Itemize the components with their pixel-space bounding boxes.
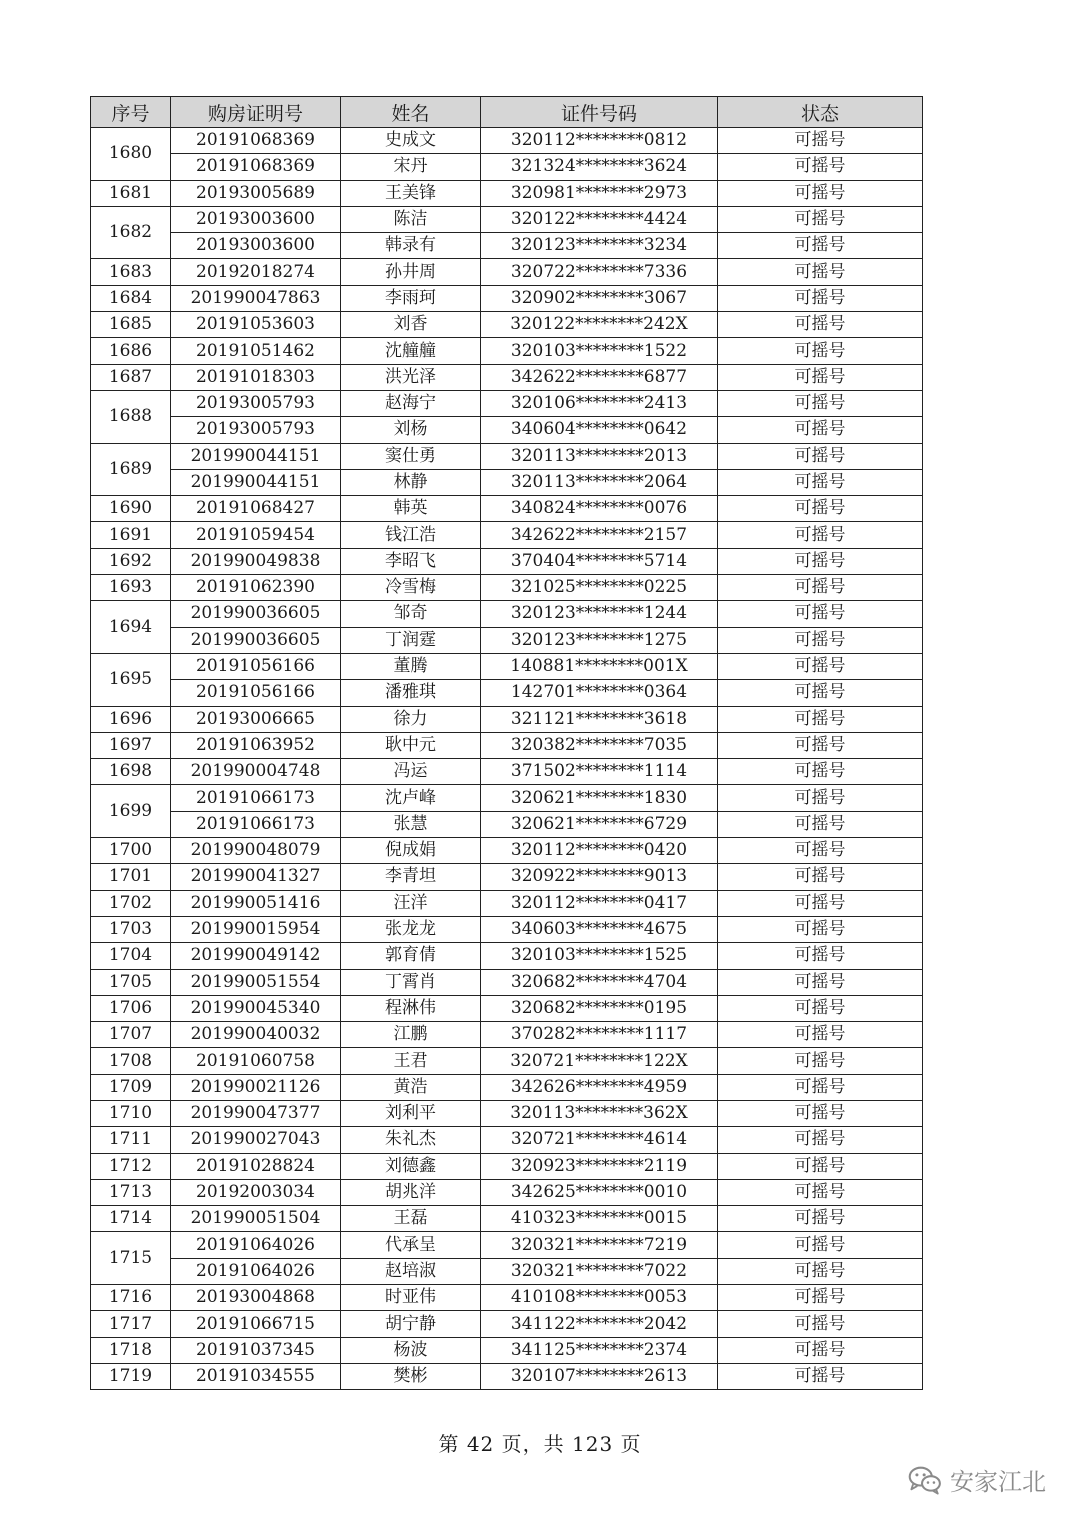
cell-seq: 1691 (91, 522, 171, 548)
cell-id-number: 320722********7336 (481, 259, 718, 285)
cell-id-number: 370282********1117 (481, 1022, 718, 1048)
cell-status: 可摇号 (718, 469, 923, 495)
cell-status: 可摇号 (718, 1074, 923, 1100)
cell-status: 可摇号 (718, 390, 923, 416)
table-row (91, 1100, 923, 1126)
cell-id-number: 140881********001X (481, 653, 718, 679)
cell-id-number: 321121********3618 (481, 706, 718, 732)
cell-status: 可摇号 (718, 1258, 923, 1284)
cell-name: 张慧 (341, 811, 481, 837)
cell-id-number: 320113********362X (481, 1100, 718, 1126)
cell-id-number: 320122********4424 (481, 206, 718, 232)
cell-certificate-number: 20193005793 (171, 417, 341, 443)
cell-name: 宋丹 (341, 154, 481, 180)
table-row (91, 1048, 923, 1074)
cell-id-number: 410323********0015 (481, 1206, 718, 1232)
cell-certificate-number: 201990004748 (171, 759, 341, 785)
cell-id-number: 340824********0076 (481, 496, 718, 522)
cell-seq: 1714 (91, 1206, 171, 1232)
cell-seq: 1689 (91, 443, 171, 496)
cell-seq: 1710 (91, 1100, 171, 1126)
table-row (91, 469, 923, 495)
cell-name: 董腾 (341, 653, 481, 679)
cell-id-number: 320103********1525 (481, 943, 718, 969)
cell-certificate-number: 20191066173 (171, 811, 341, 837)
cell-certificate-number: 201990049142 (171, 943, 341, 969)
table-row (91, 1232, 923, 1258)
cell-status: 可摇号 (718, 732, 923, 758)
cell-status: 可摇号 (718, 759, 923, 785)
cell-id-number: 320113********2013 (481, 443, 718, 469)
cell-seq: 1687 (91, 364, 171, 390)
cell-id-number: 320103********1522 (481, 338, 718, 364)
cell-id-number: 320721********4614 (481, 1127, 718, 1153)
table-row (91, 417, 923, 443)
table-row (91, 601, 923, 627)
cell-name: 代承呈 (341, 1232, 481, 1258)
table-row (91, 1022, 923, 1048)
cell-id-number: 341122********2042 (481, 1311, 718, 1337)
cell-certificate-number: 20193004868 (171, 1285, 341, 1311)
cell-certificate-number: 20193003600 (171, 206, 341, 232)
header-certificate-number: 购房证明号 (171, 97, 341, 128)
cell-seq: 1684 (91, 285, 171, 311)
cell-certificate-number: 20191051462 (171, 338, 341, 364)
cell-id-number: 341125********2374 (481, 1337, 718, 1363)
table-row (91, 206, 923, 232)
cell-certificate-number: 20191018303 (171, 364, 341, 390)
cell-id-number: 320682********0195 (481, 995, 718, 1021)
table-row (91, 732, 923, 758)
cell-status: 可摇号 (718, 417, 923, 443)
table-row (91, 680, 923, 706)
cell-status: 可摇号 (718, 653, 923, 679)
table-row (91, 285, 923, 311)
cell-seq: 1702 (91, 890, 171, 916)
cell-name: 冷雪梅 (341, 575, 481, 601)
cell-certificate-number: 201990036605 (171, 627, 341, 653)
cell-certificate-number: 20193006665 (171, 706, 341, 732)
cell-id-number: 320923********2119 (481, 1153, 718, 1179)
cell-status: 可摇号 (718, 1127, 923, 1153)
cell-name: 陈洁 (341, 206, 481, 232)
cell-certificate-number: 20193003600 (171, 233, 341, 259)
table-row (91, 785, 923, 811)
cell-status: 可摇号 (718, 995, 923, 1021)
cell-certificate-number: 201990044151 (171, 469, 341, 495)
cell-status: 可摇号 (718, 206, 923, 232)
cell-certificate-number: 20191068369 (171, 154, 341, 180)
cell-status: 可摇号 (718, 128, 923, 154)
cell-seq: 1682 (91, 206, 171, 259)
cell-seq: 1696 (91, 706, 171, 732)
cell-seq: 1718 (91, 1337, 171, 1363)
table-row (91, 575, 923, 601)
cell-id-number: 320902********3067 (481, 285, 718, 311)
table-body (91, 128, 923, 1390)
cell-id-number: 320112********0812 (481, 128, 718, 154)
cell-status: 可摇号 (718, 1179, 923, 1205)
cell-name: 郭育倩 (341, 943, 481, 969)
cell-id-number: 320113********2064 (481, 469, 718, 495)
cell-seq: 1719 (91, 1363, 171, 1389)
cell-name: 徐力 (341, 706, 481, 732)
cell-status: 可摇号 (718, 969, 923, 995)
cell-status: 可摇号 (718, 785, 923, 811)
cell-status: 可摇号 (718, 496, 923, 522)
cell-certificate-number: 20192003034 (171, 1179, 341, 1205)
cell-seq: 1717 (91, 1311, 171, 1337)
cell-name: 王美锋 (341, 180, 481, 206)
cell-id-number: 320123********1244 (481, 601, 718, 627)
cell-certificate-number: 20191059454 (171, 522, 341, 548)
cell-status: 可摇号 (718, 706, 923, 732)
cell-name: 窦仕勇 (341, 443, 481, 469)
cell-name: 邹奇 (341, 601, 481, 627)
cell-seq: 1708 (91, 1048, 171, 1074)
table-row (91, 627, 923, 653)
table-row (91, 1179, 923, 1205)
table-row (91, 1074, 923, 1100)
cell-name: 史成文 (341, 128, 481, 154)
table-row (91, 154, 923, 180)
table-row (91, 1285, 923, 1311)
cell-seq: 1683 (91, 259, 171, 285)
cell-name: 张龙龙 (341, 916, 481, 942)
table-row (91, 128, 923, 154)
cell-name: 韩录有 (341, 233, 481, 259)
cell-id-number: 320112********0420 (481, 838, 718, 864)
cell-name: 李青坦 (341, 864, 481, 890)
cell-status: 可摇号 (718, 522, 923, 548)
table-row (91, 653, 923, 679)
table-row (91, 1153, 923, 1179)
cell-name: 冯运 (341, 759, 481, 785)
cell-seq: 1709 (91, 1074, 171, 1100)
cell-status: 可摇号 (718, 1285, 923, 1311)
cell-seq: 1705 (91, 969, 171, 995)
cell-id-number: 340604********0642 (481, 417, 718, 443)
table-row (91, 943, 923, 969)
cell-name: 朱礼杰 (341, 1127, 481, 1153)
cell-seq: 1699 (91, 785, 171, 838)
cell-name: 孙井周 (341, 259, 481, 285)
cell-status: 可摇号 (718, 1232, 923, 1258)
table-row (91, 390, 923, 416)
cell-id-number: 342625********0010 (481, 1179, 718, 1205)
watermark-text: 安家江北 (950, 1468, 1046, 1496)
cell-id-number: 342626********4959 (481, 1074, 718, 1100)
cell-name: 刘香 (341, 312, 481, 338)
cell-name: 李雨珂 (341, 285, 481, 311)
table-row (91, 916, 923, 942)
table-row (91, 1337, 923, 1363)
cell-seq: 1716 (91, 1285, 171, 1311)
cell-status: 可摇号 (718, 1022, 923, 1048)
cell-certificate-number: 20191028824 (171, 1153, 341, 1179)
cell-id-number: 142701********0364 (481, 680, 718, 706)
cell-seq: 1703 (91, 916, 171, 942)
cell-status: 可摇号 (718, 1206, 923, 1232)
cell-name: 沈艟艟 (341, 338, 481, 364)
cell-status: 可摇号 (718, 601, 923, 627)
cell-certificate-number: 201990040032 (171, 1022, 341, 1048)
table-row (91, 995, 923, 1021)
cell-certificate-number: 201990047377 (171, 1100, 341, 1126)
cell-id-number: 320382********7035 (481, 732, 718, 758)
cell-id-number: 320721********122X (481, 1048, 718, 1074)
cell-id-number: 320321********7022 (481, 1258, 718, 1284)
cell-name: 黄浩 (341, 1074, 481, 1100)
cell-seq: 1681 (91, 180, 171, 206)
cell-name: 杨波 (341, 1337, 481, 1363)
page-number: 第 42 页，共 123 页 (438, 1432, 642, 1456)
cell-certificate-number: 20191037345 (171, 1337, 341, 1363)
cell-certificate-number: 201990041327 (171, 864, 341, 890)
cell-name: 樊彬 (341, 1363, 481, 1389)
cell-id-number: 320682********4704 (481, 969, 718, 995)
cell-status: 可摇号 (718, 575, 923, 601)
cell-seq: 1686 (91, 338, 171, 364)
table-row (91, 890, 923, 916)
cell-id-number: 320981********2973 (481, 180, 718, 206)
cell-seq: 1712 (91, 1153, 171, 1179)
cell-name: 刘德鑫 (341, 1153, 481, 1179)
cell-seq: 1693 (91, 575, 171, 601)
cell-id-number: 321025********0225 (481, 575, 718, 601)
table-row (91, 1258, 923, 1284)
watermark (908, 1462, 1046, 1497)
cell-status: 可摇号 (718, 1100, 923, 1126)
cell-seq: 1701 (91, 864, 171, 890)
cell-status: 可摇号 (718, 154, 923, 180)
cell-name: 耿中元 (341, 732, 481, 758)
cell-certificate-number: 201990051554 (171, 969, 341, 995)
table-row (91, 364, 923, 390)
records-table (90, 96, 923, 1390)
cell-status: 可摇号 (718, 338, 923, 364)
cell-certificate-number: 201990049838 (171, 548, 341, 574)
table-row (91, 180, 923, 206)
table-row (91, 1206, 923, 1232)
cell-id-number: 320922********9013 (481, 864, 718, 890)
cell-id-number: 320123********1275 (481, 627, 718, 653)
table-row (91, 838, 923, 864)
table-header-row (91, 97, 923, 128)
cell-certificate-number: 201990021126 (171, 1074, 341, 1100)
cell-id-number: 320107********2613 (481, 1363, 718, 1389)
cell-status: 可摇号 (718, 916, 923, 942)
cell-status: 可摇号 (718, 1337, 923, 1363)
table-row (91, 548, 923, 574)
header-seq: 序号 (91, 97, 171, 128)
cell-certificate-number: 201990036605 (171, 601, 341, 627)
cell-seq: 1695 (91, 653, 171, 706)
cell-id-number: 370404********5714 (481, 548, 718, 574)
table-row (91, 233, 923, 259)
cell-status: 可摇号 (718, 1048, 923, 1074)
cell-status: 可摇号 (718, 548, 923, 574)
cell-certificate-number: 20191064026 (171, 1232, 341, 1258)
cell-id-number: 320321********7219 (481, 1232, 718, 1258)
cell-certificate-number: 20191034555 (171, 1363, 341, 1389)
cell-id-number: 320122********242X (481, 312, 718, 338)
cell-certificate-number: 20191056166 (171, 680, 341, 706)
table-row (91, 312, 923, 338)
cell-id-number: 371502********1114 (481, 759, 718, 785)
cell-certificate-number: 201990045340 (171, 995, 341, 1021)
cell-id-number: 410108********0053 (481, 1285, 718, 1311)
cell-name: 沈卢峰 (341, 785, 481, 811)
cell-seq: 1694 (91, 601, 171, 654)
cell-status: 可摇号 (718, 838, 923, 864)
cell-status: 可摇号 (718, 890, 923, 916)
cell-name: 刘利平 (341, 1100, 481, 1126)
cell-seq: 1698 (91, 759, 171, 785)
cell-name: 赵培淑 (341, 1258, 481, 1284)
cell-name: 江鹏 (341, 1022, 481, 1048)
cell-name: 刘杨 (341, 417, 481, 443)
cell-status: 可摇号 (718, 312, 923, 338)
cell-status: 可摇号 (718, 443, 923, 469)
header-id-number: 证件号码 (481, 97, 718, 128)
cell-status: 可摇号 (718, 627, 923, 653)
table-row (91, 1127, 923, 1153)
table-row (91, 864, 923, 890)
cell-certificate-number: 20191068369 (171, 128, 341, 154)
header-name: 姓名 (341, 97, 481, 128)
cell-seq: 1685 (91, 312, 171, 338)
table-row (91, 1363, 923, 1389)
cell-seq: 1688 (91, 390, 171, 443)
cell-seq: 1700 (91, 838, 171, 864)
cell-seq: 1713 (91, 1179, 171, 1205)
table-row (91, 338, 923, 364)
cell-status: 可摇号 (718, 180, 923, 206)
cell-status: 可摇号 (718, 864, 923, 890)
cell-certificate-number: 201990051416 (171, 890, 341, 916)
cell-name: 程淋伟 (341, 995, 481, 1021)
table-row (91, 759, 923, 785)
cell-seq: 1707 (91, 1022, 171, 1048)
cell-name: 王磊 (341, 1206, 481, 1232)
header-status: 状态 (718, 97, 923, 128)
table-row (91, 259, 923, 285)
cell-seq: 1711 (91, 1127, 171, 1153)
cell-certificate-number: 201990048079 (171, 838, 341, 864)
cell-id-number: 320112********0417 (481, 890, 718, 916)
cell-certificate-number: 201990044151 (171, 443, 341, 469)
cell-status: 可摇号 (718, 1153, 923, 1179)
cell-status: 可摇号 (718, 811, 923, 837)
cell-name: 洪光泽 (341, 364, 481, 390)
cell-seq: 1697 (91, 732, 171, 758)
cell-certificate-number: 20191066715 (171, 1311, 341, 1337)
cell-id-number: 320621********1830 (481, 785, 718, 811)
cell-certificate-number: 20191066173 (171, 785, 341, 811)
cell-id-number: 320106********2413 (481, 390, 718, 416)
records-table-container (90, 96, 922, 1390)
cell-id-number: 342622********2157 (481, 522, 718, 548)
cell-name: 丁润霆 (341, 627, 481, 653)
table-row (91, 522, 923, 548)
cell-id-number: 321324********3624 (481, 154, 718, 180)
cell-seq: 1680 (91, 128, 171, 181)
cell-status: 可摇号 (718, 1311, 923, 1337)
cell-name: 潘雅琪 (341, 680, 481, 706)
cell-status: 可摇号 (718, 1363, 923, 1389)
cell-certificate-number: 201990051504 (171, 1206, 341, 1232)
cell-certificate-number: 20191053603 (171, 312, 341, 338)
cell-certificate-number: 20191056166 (171, 653, 341, 679)
cell-seq: 1692 (91, 548, 171, 574)
cell-certificate-number: 201990015954 (171, 916, 341, 942)
cell-certificate-number: 20191062390 (171, 575, 341, 601)
cell-seq: 1706 (91, 995, 171, 1021)
cell-status: 可摇号 (718, 680, 923, 706)
table-row (91, 443, 923, 469)
cell-name: 林静 (341, 469, 481, 495)
cell-certificate-number: 20193005689 (171, 180, 341, 206)
cell-certificate-number: 20191068427 (171, 496, 341, 522)
cell-name: 胡宁静 (341, 1311, 481, 1337)
cell-status: 可摇号 (718, 285, 923, 311)
cell-certificate-number: 201990027043 (171, 1127, 341, 1153)
cell-id-number: 342622********6877 (481, 364, 718, 390)
cell-certificate-number: 20191060758 (171, 1048, 341, 1074)
cell-id-number: 320123********3234 (481, 233, 718, 259)
cell-name: 王君 (341, 1048, 481, 1074)
cell-name: 时亚伟 (341, 1285, 481, 1311)
cell-certificate-number: 20193005793 (171, 390, 341, 416)
cell-status: 可摇号 (718, 943, 923, 969)
wechat-icon (908, 1465, 942, 1495)
table-row (91, 811, 923, 837)
cell-name: 汪洋 (341, 890, 481, 916)
cell-status: 可摇号 (718, 364, 923, 390)
cell-name: 胡兆洋 (341, 1179, 481, 1205)
cell-id-number: 340603********4675 (481, 916, 718, 942)
cell-name: 钱江浩 (341, 522, 481, 548)
cell-certificate-number: 20191064026 (171, 1258, 341, 1284)
cell-id-number: 320621********6729 (481, 811, 718, 837)
cell-name: 倪成娟 (341, 838, 481, 864)
table-row (91, 969, 923, 995)
cell-seq: 1690 (91, 496, 171, 522)
cell-certificate-number: 201990047863 (171, 285, 341, 311)
cell-certificate-number: 20192018274 (171, 259, 341, 285)
cell-seq: 1715 (91, 1232, 171, 1285)
cell-name: 赵海宁 (341, 390, 481, 416)
table-row (91, 706, 923, 732)
cell-status: 可摇号 (718, 259, 923, 285)
cell-status: 可摇号 (718, 233, 923, 259)
table-row (91, 496, 923, 522)
cell-name: 韩英 (341, 496, 481, 522)
cell-seq: 1704 (91, 943, 171, 969)
cell-name: 丁霄肖 (341, 969, 481, 995)
cell-name: 李昭飞 (341, 548, 481, 574)
table-row (91, 1311, 923, 1337)
cell-certificate-number: 20191063952 (171, 732, 341, 758)
